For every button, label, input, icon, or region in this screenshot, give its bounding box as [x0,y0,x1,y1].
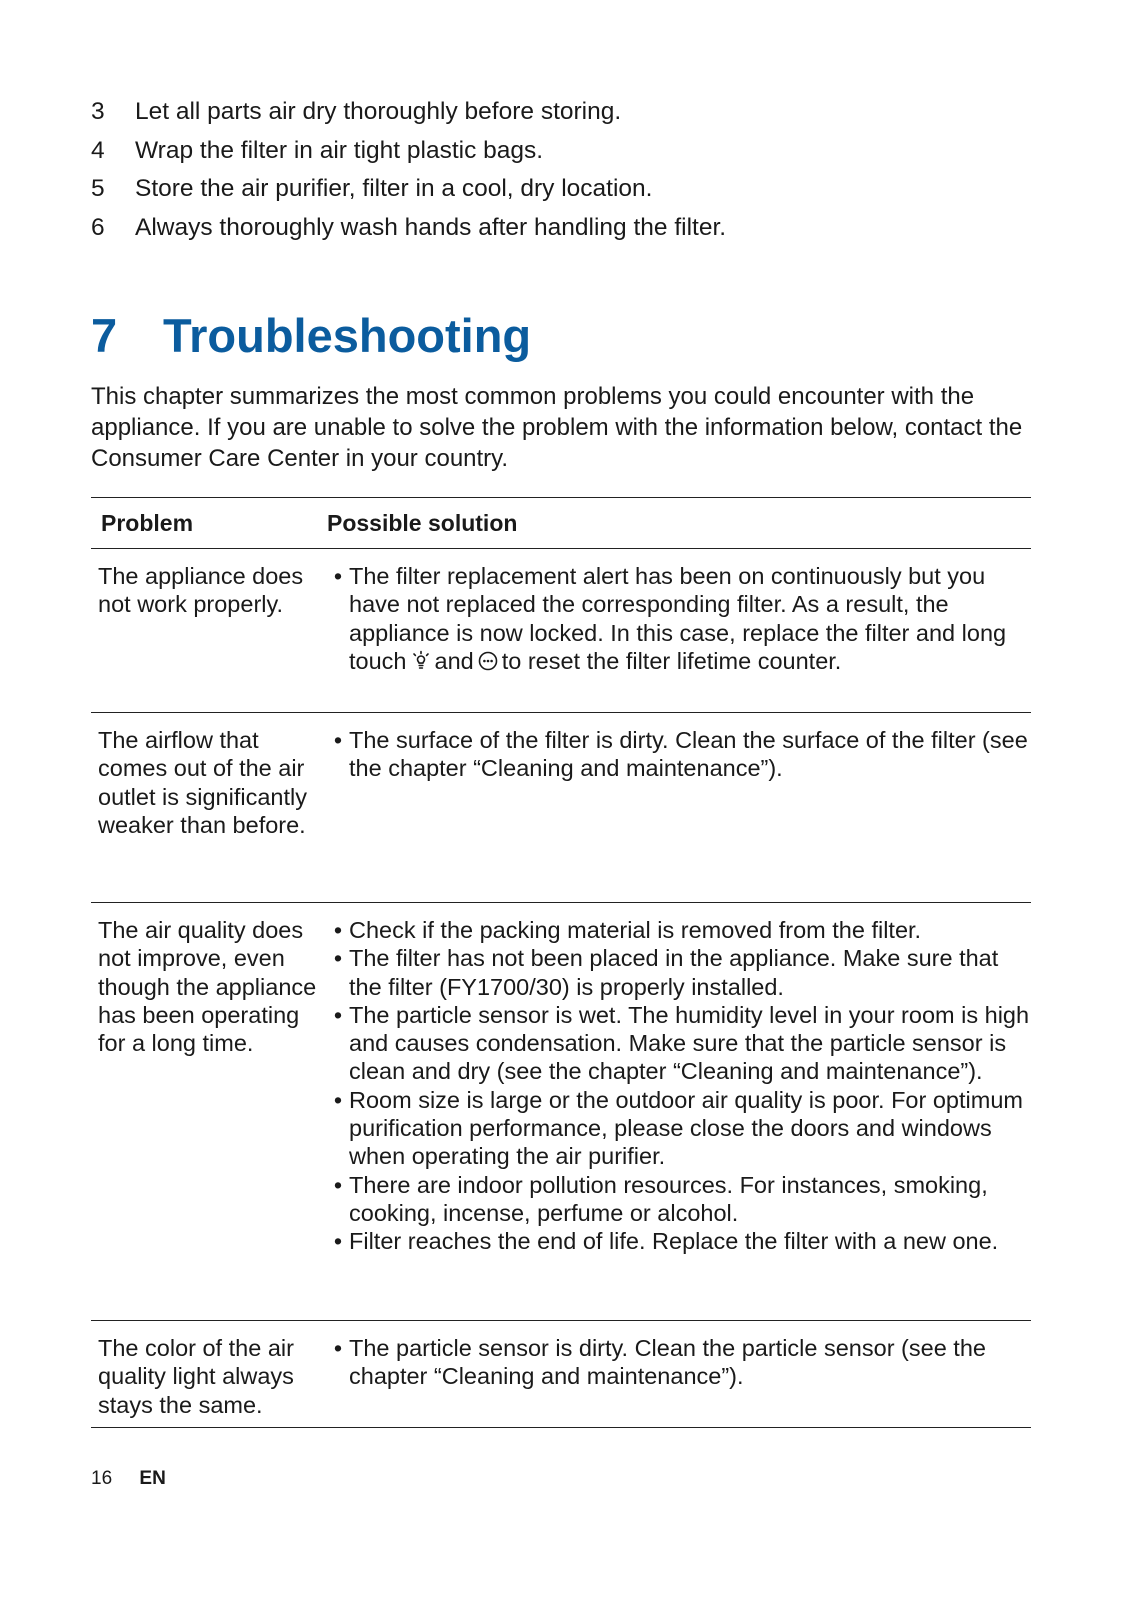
header-solution: Possible solution [327,509,518,536]
troubleshooting-table [91,497,1031,1428]
problem-cell: The air quality does not improve, even though the appliance has been operating for a long time. [98,917,317,1057]
chapter-number: 7 [91,309,118,362]
problem-cell: The airflow that comes out of the air outlet is significantly weaker than before. [98,727,307,838]
solution-cell [327,916,1031,1320]
light-bulb-icon [410,650,432,672]
solution-cell [327,726,1031,902]
list-item [91,137,1071,176]
mode-dots-icon [477,650,499,672]
bullet: • [333,1001,343,1028]
solution-text: Room size is large or the outdoor air quality is poor. For optimum purification performance, please close the doors and windows when operating the air purifier. [349,1086,1023,1170]
table-header [91,498,1031,549]
solution-item [327,944,1031,1001]
bullet: • [333,1228,343,1255]
step-number: 3 [91,98,105,125]
solution-item [327,1086,1031,1171]
table-row [91,549,1031,713]
solution-item [327,726,1031,783]
list-item [91,98,1071,137]
language-code: EN [139,1468,166,1489]
solution-text: Filter reaches the end of life. Replace the filter with a new one. [349,1228,999,1255]
solution-item [327,1001,1031,1086]
bullet: • [333,563,343,589]
solution-item [327,1334,1031,1391]
solution-text: The filter has not been placed in the appliance. Make sure that the filter (FY1700/30) is properly installed. [349,945,999,1000]
solution-text: Check if the packing material is removed from the filter. [349,917,922,943]
solution-item [327,1171,1031,1228]
bullet: • [333,945,343,972]
solution-item [327,916,1031,944]
list-item [91,175,1071,214]
table-row [91,713,1031,903]
bullet: • [333,1335,343,1361]
step-list [91,98,1071,252]
bullet: • [333,1171,343,1198]
solution-text: The particle sensor is wet. The humidity level in your room is high and causes condensation. Make sure that the particle sensor is clean and dry (see the chapter “Cleaning and maintenance”). [349,1001,1030,1085]
chapter-title-text: Troubleshooting [163,309,532,362]
solution-text: The particle sensor is dirty. Clean the particle sensor (see the chapter “Cleaning and maintenance”). [349,1335,986,1390]
solution-text [349,562,1031,675]
step-number: 4 [91,136,105,164]
step-text: Store the air purifier, filter in a cool, dry location. [135,175,653,202]
chapter-title [91,308,531,363]
solution-text-part: to reset the filter lifetime counter. [501,647,842,674]
bullet: • [333,1086,343,1113]
problem-cell: The color of the air quality light always stays the same. [98,1335,294,1418]
bullet: • [333,917,343,943]
header-problem: Problem [101,509,194,536]
solution-text-part: and [434,647,474,674]
step-number: 6 [91,213,105,241]
list-item [91,214,1071,253]
step-number: 5 [91,175,105,202]
solution-item [327,562,1031,675]
step-text: Wrap the filter in air tight plastic bags. [135,136,544,164]
step-text: Always thoroughly wash hands after handling the filter. [135,213,727,241]
solution-text: There are indoor pollution resources. For instances, smoking, cooking, incense, perfume or alcohol. [349,1171,988,1226]
solution-text-part: The filter replacement alert has been on continuously but you have not replaced the corresponding filter. As a result, the appliance is now locked. In this case, replace the filter and long touch [349,563,1007,674]
table-row [91,1321,1031,1428]
solution-cell [327,1334,1031,1427]
solution-item [327,1227,1031,1255]
bullet: • [333,727,343,753]
step-text: Let all parts air dry thoroughly before storing. [135,98,622,125]
intro-paragraph: This chapter summarizes the most common problems you could encounter with the appliance. If you are unable to solve the problem with the information below, contact the Consumer Care Center in your country. [91,383,1023,472]
problem-cell: The appliance does not work properly. [98,563,304,618]
solution-text: The surface of the filter is dirty. Clean the surface of the filter (see the chapter “Cleaning and maintenance”). [349,727,1028,782]
solution-cell [327,562,1031,712]
table-row [91,903,1031,1321]
page-number: 16 [91,1468,113,1489]
page-footer [91,1468,166,1490]
